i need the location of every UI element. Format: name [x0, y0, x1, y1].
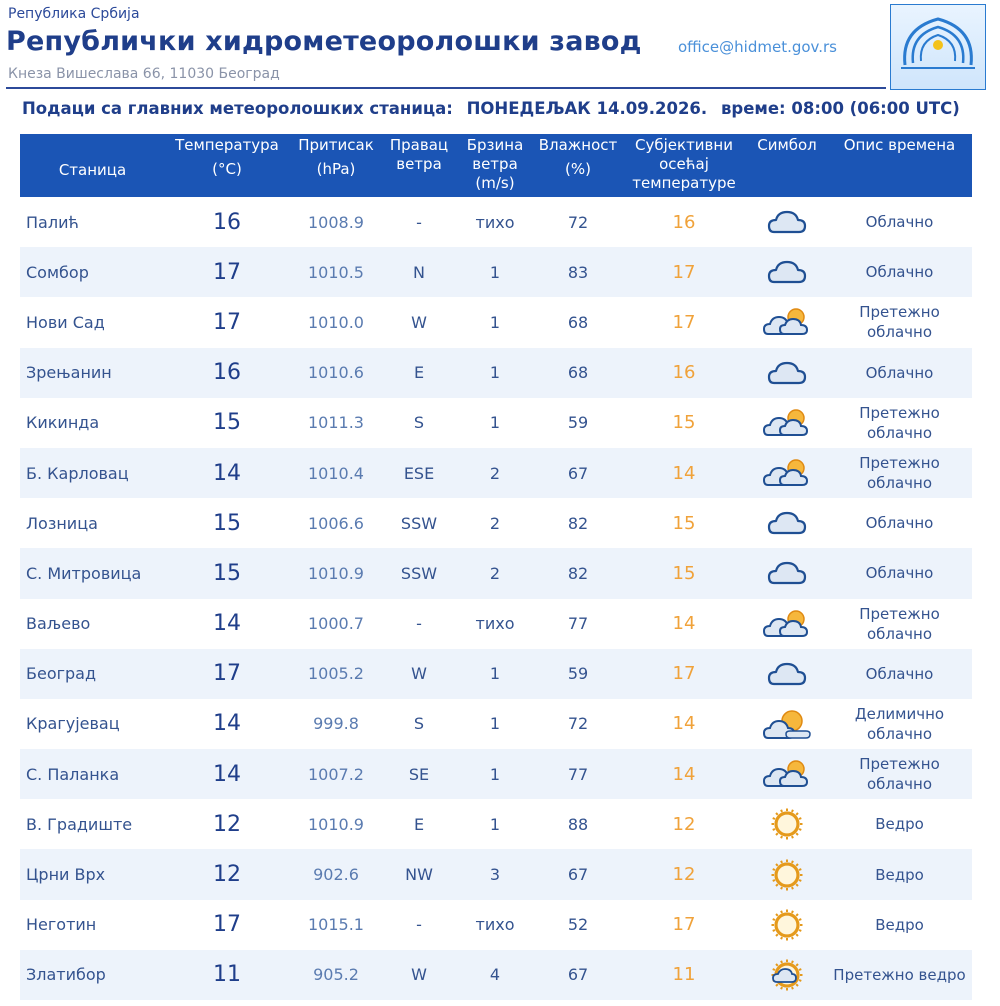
wind-speed-value: тихо — [475, 915, 515, 935]
weather-description: Претежно ведро — [827, 950, 972, 1000]
wind-direction-value: W — [411, 312, 427, 332]
humidity-value: 72 — [567, 212, 589, 232]
feels-like-value: 17 — [672, 311, 696, 333]
humidity-value: 67 — [535, 448, 621, 498]
weather-description: Претежно облачно — [859, 303, 940, 342]
table-row — [20, 799, 972, 849]
report-time: време: 08:00 (06:00 UTC) — [720, 99, 960, 118]
mostly-cloudy-icon — [747, 405, 827, 441]
temperature-value: 15 — [213, 410, 241, 436]
humidity-value: 77 — [535, 749, 621, 799]
pressure-value: 1007.2 — [289, 749, 383, 799]
weather-symbol-cell — [747, 749, 827, 799]
cloud-icon — [747, 505, 827, 541]
col-station: Станица — [20, 134, 165, 197]
page-header — [0, 0, 1000, 92]
weather-symbol-cell — [747, 548, 827, 598]
weather-description: Ведро — [875, 915, 924, 934]
cloud-icon — [747, 656, 827, 692]
wind-direction-value: SE — [383, 749, 455, 799]
temperature-value: 14 — [165, 448, 289, 498]
humidity-value: 82 — [535, 548, 621, 598]
wind-speed-value: 1 — [489, 312, 501, 332]
report-label: Подаци са главних метеоролошких станица: — [22, 99, 453, 118]
pressure-value: 1010.6 — [289, 348, 383, 398]
station-name: Зрењанин — [20, 348, 165, 398]
station-name: Сомбор — [20, 247, 165, 297]
weather-symbol-cell — [747, 348, 827, 398]
cloud-icon — [747, 555, 827, 591]
weather-symbol-cell — [747, 849, 827, 899]
table-row — [20, 197, 972, 247]
weather-description: Облачно — [827, 348, 972, 398]
wind-direction-value: NW — [383, 849, 455, 899]
weather-description: Претежно облачно — [827, 749, 972, 799]
weather-symbol-cell — [747, 498, 827, 548]
wind-direction-value: S — [413, 714, 425, 734]
pressure-value: 1010.5 — [289, 247, 383, 297]
wind-direction-value: - — [416, 915, 422, 935]
pressure-value: 1008.9 — [308, 212, 364, 232]
wind-direction-value: W — [383, 950, 455, 1000]
temperature-value: 17 — [213, 309, 241, 335]
col-temperature: Температура (°C) — [165, 134, 289, 197]
feels-like-value: 15 — [672, 512, 696, 534]
station-name: С. Паланка — [20, 749, 165, 799]
station-name: Нови Сад — [26, 312, 105, 332]
weather-description: Претежно облачно — [827, 448, 972, 498]
table-row — [20, 448, 972, 498]
pressure-value: 1000.7 — [308, 614, 364, 634]
wind-direction-value: N — [383, 247, 455, 297]
temperature-value: 14 — [213, 611, 241, 637]
station-name: Београд — [20, 649, 165, 699]
pressure-value: 1010.4 — [289, 448, 383, 498]
weather-description: Облачно — [827, 649, 972, 699]
weather-symbol-cell — [747, 398, 827, 448]
report-date: ПОНЕДЕЉАК 14.09.2026. — [466, 99, 708, 118]
feels-like-value: 16 — [672, 211, 696, 233]
table-row — [20, 599, 972, 649]
humidity-value: 83 — [535, 247, 621, 297]
col-feels-like: Субјективни осећај температуре — [621, 134, 747, 197]
weather-symbol-cell — [747, 247, 827, 297]
wind-direction-value: - — [416, 212, 422, 232]
cloud-icon — [747, 254, 827, 290]
humidity-value: 77 — [567, 614, 589, 634]
pressure-value: 1015.1 — [308, 915, 364, 935]
wind-direction-value: SSW — [400, 513, 438, 533]
table-row — [20, 749, 972, 799]
weather-symbol-cell — [747, 699, 827, 749]
mostly-cloudy-icon — [747, 455, 827, 491]
station-name: Лозница — [26, 513, 98, 533]
humidity-value: 82 — [567, 513, 589, 533]
temperature-value: 16 — [213, 209, 241, 235]
weather-table — [20, 134, 972, 1000]
wind-direction-value: ESE — [383, 448, 455, 498]
wind-speed-value: 1 — [489, 413, 501, 433]
weather-symbol-cell — [747, 950, 827, 1000]
sun-icon — [747, 906, 827, 944]
weather-symbol-cell — [747, 799, 827, 849]
humidity-value: 67 — [535, 950, 621, 1000]
table-row — [20, 950, 972, 1000]
pressure-value: 1005.2 — [289, 649, 383, 699]
wind-speed-value: 1 — [489, 814, 501, 834]
feels-like-value: 15 — [621, 548, 747, 598]
station-name: Кикинда — [26, 413, 100, 433]
humidity-value: 72 — [567, 714, 589, 734]
humidity-value: 68 — [567, 312, 589, 332]
feels-like-value: 16 — [621, 348, 747, 398]
wind-speed-value: тихо — [475, 614, 515, 634]
weather-description: Ведро — [875, 815, 924, 834]
pressure-value: 905.2 — [289, 950, 383, 1000]
temperature-value: 14 — [165, 749, 289, 799]
wind-speed-value: 1 — [455, 649, 535, 699]
weather-symbol-cell — [747, 649, 827, 699]
station-name: Златибор — [20, 950, 165, 1000]
feels-like-value: 17 — [621, 649, 747, 699]
wind-direction-value: W — [383, 649, 455, 699]
pressure-value: 1011.3 — [308, 413, 364, 433]
mostly-cloudy-icon — [747, 756, 827, 792]
weather-description: Делимично облачно — [854, 704, 945, 743]
humidity-value: 68 — [535, 348, 621, 398]
temperature-value: 11 — [165, 950, 289, 1000]
email-link[interactable]: office@hidmet.gov.rs — [678, 38, 838, 56]
col-pressure: Притисак (hPa) — [289, 134, 383, 197]
wind-speed-value: 1 — [455, 247, 535, 297]
wind-direction-value: - — [416, 614, 422, 634]
weather-description: Претежно облачно — [859, 604, 940, 643]
station-name: Неготин — [26, 915, 97, 935]
weather-symbol-cell — [747, 599, 827, 649]
humidity-value: 67 — [535, 849, 621, 899]
mostly-cloudy-icon — [747, 304, 827, 340]
table-row — [20, 297, 972, 347]
weather-description: Претежно облачно — [859, 403, 940, 442]
pressure-value: 1006.6 — [308, 513, 364, 533]
col-symbol: Симбол — [747, 134, 827, 197]
temperature-value: 15 — [165, 548, 289, 598]
cloud-icon — [747, 355, 827, 391]
mostly-sunny-icon — [747, 956, 827, 994]
republic-label: Република Србија — [8, 6, 140, 22]
weather-symbol-cell — [747, 197, 827, 247]
feels-like-value: 12 — [621, 849, 747, 899]
temperature-value: 12 — [213, 811, 241, 837]
weather-description: Облачно — [827, 247, 972, 297]
sun-icon — [747, 856, 827, 894]
feels-like-value: 17 — [672, 914, 696, 936]
table-header-row — [20, 134, 972, 197]
table-row — [20, 849, 972, 899]
col-description: Опис времена — [827, 134, 972, 197]
table-row — [20, 649, 972, 699]
wind-speed-value: 4 — [455, 950, 535, 1000]
wind-speed-value: 2 — [455, 448, 535, 498]
weather-description: Облачно — [865, 514, 934, 533]
station-name: С. Митровица — [20, 548, 165, 598]
feels-like-value: 14 — [621, 448, 747, 498]
humidity-value: 59 — [535, 649, 621, 699]
wind-speed-value: тихо — [475, 212, 515, 232]
wind-speed-value: 1 — [489, 714, 501, 734]
station-name: Палић — [26, 212, 79, 232]
pressure-value: 1010.9 — [308, 814, 364, 834]
table-row — [20, 498, 972, 548]
report-subtitle — [22, 99, 968, 118]
temperature-value: 17 — [165, 247, 289, 297]
station-name: Б. Карловац — [20, 448, 165, 498]
weather-description: Ведро — [827, 849, 972, 899]
feels-like-value: 12 — [672, 813, 696, 835]
pressure-value: 1010.9 — [289, 548, 383, 598]
humidity-value: 88 — [567, 814, 589, 834]
pressure-value: 902.6 — [289, 849, 383, 899]
feels-like-value: 14 — [672, 613, 696, 635]
wind-direction-value: E — [383, 348, 455, 398]
wind-direction-value: E — [413, 814, 425, 834]
temperature-value: 15 — [213, 510, 241, 536]
col-wind-speed: Брзина ветра (m/s) — [455, 134, 535, 197]
wind-speed-value: 1 — [455, 348, 535, 398]
wind-direction-value: S — [413, 413, 425, 433]
table-row — [20, 699, 972, 749]
table-row — [20, 247, 972, 297]
table-row — [20, 398, 972, 448]
institute-title: Републички хидрометеоролошки завод — [6, 26, 642, 57]
partly-cloudy-icon — [747, 706, 827, 742]
wind-speed-value: 3 — [455, 849, 535, 899]
col-wind-direction: Правац ветра — [383, 134, 455, 197]
station-name: В. Градиште — [26, 814, 133, 834]
weather-symbol-cell — [747, 297, 827, 347]
station-name: Црни Врх — [20, 849, 165, 899]
table-row — [20, 900, 972, 950]
weather-symbol-cell — [747, 900, 827, 950]
weather-description: Облачно — [865, 213, 934, 232]
humidity-value: 52 — [567, 915, 589, 935]
table-row — [20, 548, 972, 598]
wind-direction-value: SSW — [383, 548, 455, 598]
wind-speed-value: 2 — [455, 548, 535, 598]
station-name: Крагујевац — [26, 714, 120, 734]
address-text: Кнеза Вишеслава 66, 11030 Београд — [8, 66, 280, 82]
feels-like-value: 17 — [621, 247, 747, 297]
humidity-value: 59 — [567, 413, 589, 433]
temperature-value: 12 — [165, 849, 289, 899]
cloud-icon — [747, 204, 827, 240]
pressure-value: 999.8 — [313, 714, 359, 734]
temperature-value: 17 — [165, 649, 289, 699]
table-row — [20, 348, 972, 398]
feels-like-value: 11 — [621, 950, 747, 1000]
feels-like-value: 14 — [672, 713, 696, 735]
header-divider — [6, 87, 886, 89]
temperature-value: 14 — [213, 711, 241, 737]
institute-logo — [890, 4, 986, 90]
pressure-value: 1010.0 — [308, 312, 364, 332]
col-humidity: Влажност (%) — [535, 134, 621, 197]
wind-speed-value: 2 — [489, 513, 501, 533]
weather-symbol-cell — [747, 448, 827, 498]
temperature-value: 16 — [165, 348, 289, 398]
weather-description: Облачно — [827, 548, 972, 598]
wind-speed-value: 1 — [455, 749, 535, 799]
feels-like-value: 15 — [672, 412, 696, 434]
sun-icon — [747, 805, 827, 843]
feels-like-value: 14 — [621, 749, 747, 799]
station-name: Ваљево — [26, 614, 91, 634]
mostly-cloudy-icon — [747, 606, 827, 642]
temperature-value: 17 — [213, 912, 241, 938]
